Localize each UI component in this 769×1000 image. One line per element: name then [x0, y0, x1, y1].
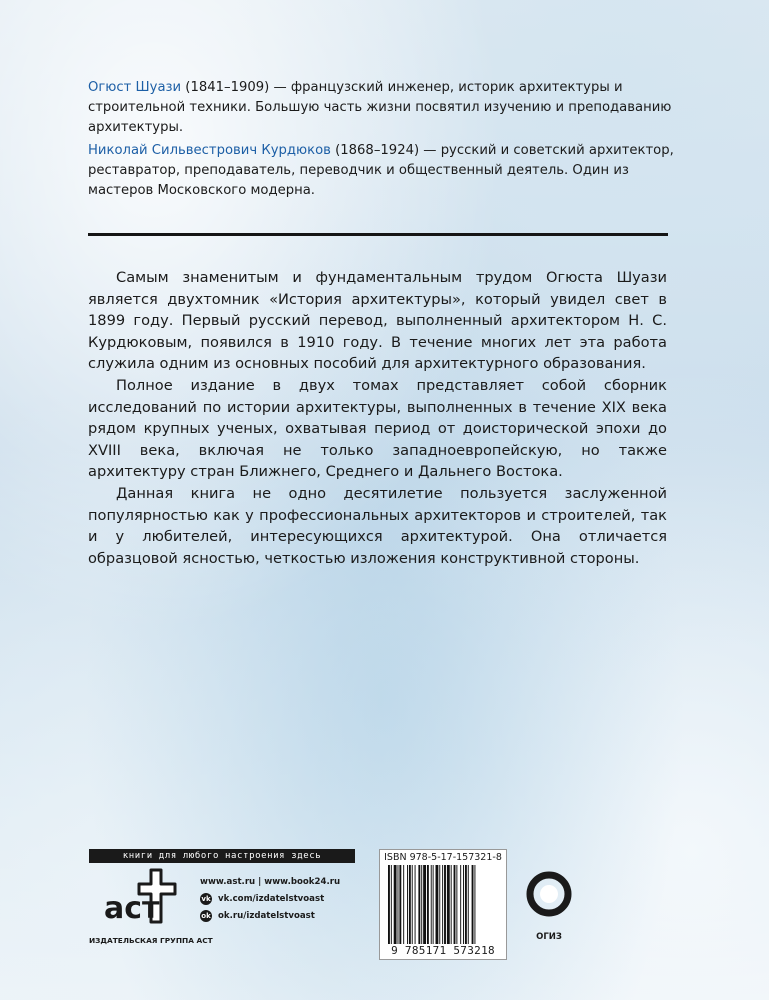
barcode-bar	[442, 865, 443, 944]
vk-row	[200, 890, 340, 907]
description-paragraph: Самым знаменитым и фундаментальным трудом Огюста Шуази является двухтомник «История архитектуры», который увидел свет в 1899 году. Первый русский перевод, выполненный архитектором Н. С. Курдюковым, появился в 1910 году. В течение многих лет эта работа служила одним из основных пособий для архитектурного образования.	[88, 269, 667, 373]
barcode-bar	[407, 865, 408, 944]
author-bio-chouasy	[88, 78, 688, 138]
ok-link[interactable]: ok.ru/izdatelstvoast	[218, 910, 315, 921]
barcode-bar	[399, 865, 401, 944]
barcode-bar	[439, 865, 440, 944]
barcode-bar	[423, 865, 426, 944]
publisher-links	[200, 873, 340, 924]
divider-line	[88, 233, 668, 236]
barcode-bar	[472, 865, 474, 944]
barcode-bar	[447, 865, 450, 944]
barcode-bar	[444, 865, 446, 944]
ast-logo-text: аст	[104, 891, 160, 926]
barcode-bar	[474, 865, 475, 944]
barcode-bar	[398, 865, 399, 944]
barcode-bar	[431, 865, 432, 944]
barcode-bar	[454, 865, 456, 944]
ok-row	[200, 907, 340, 924]
barcode-bar	[460, 865, 461, 944]
barcode-bar	[427, 865, 429, 944]
ast-logo-icon	[96, 866, 186, 930]
ogiz-label: ОГИЗ	[536, 932, 562, 942]
isbn-digits: 9 785171 573218	[391, 944, 495, 957]
barcode-bar	[421, 865, 422, 944]
barcode-bar	[412, 865, 413, 944]
barcode-bar	[436, 865, 439, 944]
ok-icon: ok	[201, 911, 211, 920]
translator-name: Николай Сильвестрович Курдюков	[88, 143, 331, 158]
publisher-caption: ИЗДАТЕЛЬСКАЯ ГРУППА АСТ	[89, 936, 213, 945]
author-bio-text: (1841–1909) — французский инженер, историк архитектуры и строительной техники. Большую часть жизни посвятил изучению и преподаванию архитектуры.	[88, 80, 672, 135]
translator-bio-kurdyukov	[88, 141, 688, 201]
isbn-barcode-block	[379, 849, 507, 960]
publisher-tagline: книги для любого настроения здесь	[89, 849, 355, 863]
isbn-label: ISBN 978-5-17-157321-8	[384, 852, 502, 863]
ogiz-logo-icon	[526, 858, 572, 930]
translator-bio-text: (1868–1924) — русский и советский архитектор, реставратор, преподаватель, переводчик и общественный деятель. Один из мастеров Московского модерна.	[88, 143, 674, 198]
barcode-bar	[468, 865, 469, 944]
author-name: Огюст Шуази	[88, 80, 182, 95]
description-paragraph: Полное издание в двух томах представляет собой сборник исследований по истории архитектуры, выполненных в течение XIX века рядом крупных ученых, охватывая период от доисторической эпохи до XVIII века, включая не только западноевропейскую, но также архитектуру стран Ближнего, Среднего и Дальнего Востока.	[88, 376, 667, 481]
vk-icon: vk	[201, 894, 211, 903]
barcode-bar	[465, 865, 467, 944]
barcode-bar	[388, 865, 390, 944]
barcode-icon	[386, 865, 500, 944]
barcode-bar	[463, 865, 464, 944]
barcode-bar	[451, 865, 452, 944]
description-paragraph: Данная книга не одно десятилетие пользуется заслуженной популярностью как у профессиональных архитекторов и строителей, так и у любителей, интересующихся архитектурой. Она отличается образцовой ясностью, четкостью изложения конструктивной стороны.	[88, 484, 667, 567]
barcode-bar	[409, 865, 411, 944]
barcode-bar	[391, 865, 392, 944]
barcode-bar	[415, 865, 416, 944]
barcode-bar	[403, 865, 404, 944]
barcode-bar	[418, 865, 420, 944]
barcode-bar	[394, 865, 397, 944]
websites-link[interactable]: www.ast.ru | www.book24.ru	[200, 876, 341, 887]
website-row	[200, 873, 340, 890]
barcode-bar	[456, 865, 457, 944]
barcode-bar	[433, 865, 434, 944]
vk-link[interactable]: vk.com/izdatelstvoast	[218, 893, 325, 904]
book-description	[88, 267, 667, 569]
